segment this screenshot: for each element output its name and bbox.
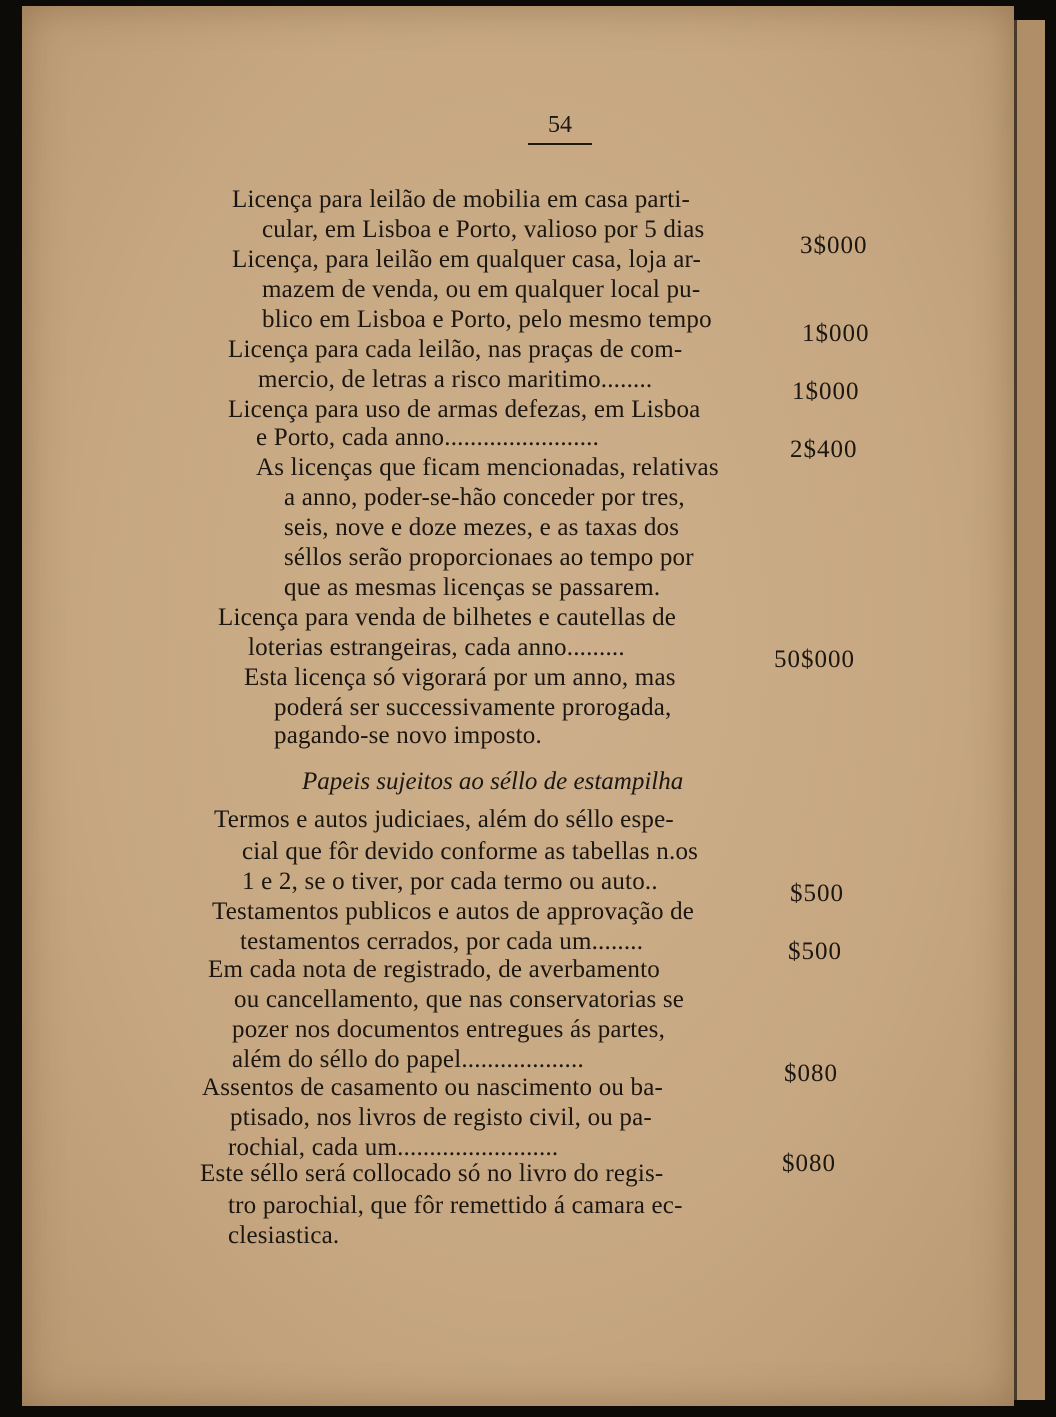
section-title: Papeis sujeitos ao séllo de estampilha bbox=[302, 768, 684, 795]
entry-line: cial que fôr devido conforme as tabellas n.os bbox=[242, 838, 699, 865]
note-line: Esta licença só vigorará por um anno, mas bbox=[244, 664, 676, 691]
entry-line: testamentos cerrados, por cada um........ bbox=[240, 928, 644, 955]
entry-line: e Porto, cada anno........................ bbox=[256, 424, 600, 451]
entry-line: blico em Lisboa e Porto, pelo mesmo tempo bbox=[262, 306, 712, 333]
note-line: As licenças que ficam mencionadas, relativas bbox=[256, 454, 719, 481]
page-number: 54 bbox=[528, 112, 592, 145]
price-value: $500 bbox=[788, 938, 842, 965]
note-line: clesiastica. bbox=[228, 1222, 340, 1249]
entry-line: pozer nos documentos entregues ás partes, bbox=[232, 1016, 666, 1043]
entry-line: mazem de venda, ou em qualquer local pu- bbox=[262, 276, 701, 303]
price-value: $500 bbox=[790, 880, 844, 907]
entry-line: ptisado, nos livros de registo civil, ou pa- bbox=[230, 1104, 652, 1131]
note-line: poderá ser successivamente prorogada, bbox=[274, 694, 672, 721]
entry-line: Licença para venda de bilhetes e cautellas de bbox=[218, 604, 677, 631]
entry-line: Em cada nota de registrado, de averbamento bbox=[208, 956, 660, 983]
entry-line: Termos e autos judiciaes, além do séllo espe- bbox=[214, 806, 674, 833]
entry-line: além do séllo do papel................... bbox=[232, 1046, 584, 1073]
entry-line: Testamentos publicos e autos de approvação de bbox=[212, 898, 695, 925]
price-value: 2$400 bbox=[790, 436, 858, 463]
entry-line: Licença para leilão de mobilia em casa parti- bbox=[232, 186, 691, 213]
entry-line: ou cancellamento, que nas conservatorias se bbox=[234, 986, 685, 1013]
price-value: 3$000 bbox=[800, 232, 868, 259]
entry-line: 1 e 2, se o tiver, por cada termo ou auto.. bbox=[242, 868, 658, 895]
entry-line: Assentos de casamento ou nascimento ou ba- bbox=[202, 1074, 664, 1101]
note-line: pagando-se novo imposto. bbox=[274, 722, 542, 749]
entry-line: Licença, para leilão em qualquer casa, loja ar- bbox=[232, 246, 702, 273]
note-line: que as mesmas licenças se passarem. bbox=[284, 574, 661, 601]
price-value: $080 bbox=[782, 1150, 836, 1177]
price-value: 1$000 bbox=[802, 320, 870, 347]
note-line: séllos serão proporcionaes ao tempo por bbox=[284, 544, 694, 571]
note-line: seis, nove e doze mezes, e as taxas dos bbox=[284, 514, 680, 541]
price-value: 1$000 bbox=[792, 378, 860, 405]
entry-line: Licença para cada leilão, nas praças de com- bbox=[228, 336, 683, 363]
entry-line: loterias estrangeiras, cada anno......... bbox=[248, 634, 625, 661]
entry-line: mercio, de letras a risco maritimo........ bbox=[258, 366, 653, 393]
entry-line: Licença para uso de armas defezas, em Lisboa bbox=[228, 396, 701, 423]
price-value: 50$000 bbox=[774, 646, 855, 673]
next-page-edge bbox=[1014, 20, 1045, 1400]
price-value: $080 bbox=[784, 1060, 838, 1087]
entry-line: rochial, cada um......................... bbox=[228, 1134, 559, 1161]
note-line: tro parochial, que fôr remettido á camara ec- bbox=[228, 1192, 683, 1219]
note-line: Este séllo será collocado só no livro do regis- bbox=[200, 1160, 664, 1187]
entry-line: cular, em Lisboa e Porto, valioso por 5 dias bbox=[262, 216, 705, 243]
note-line: a anno, poder-se-hão conceder por tres, bbox=[284, 484, 685, 511]
